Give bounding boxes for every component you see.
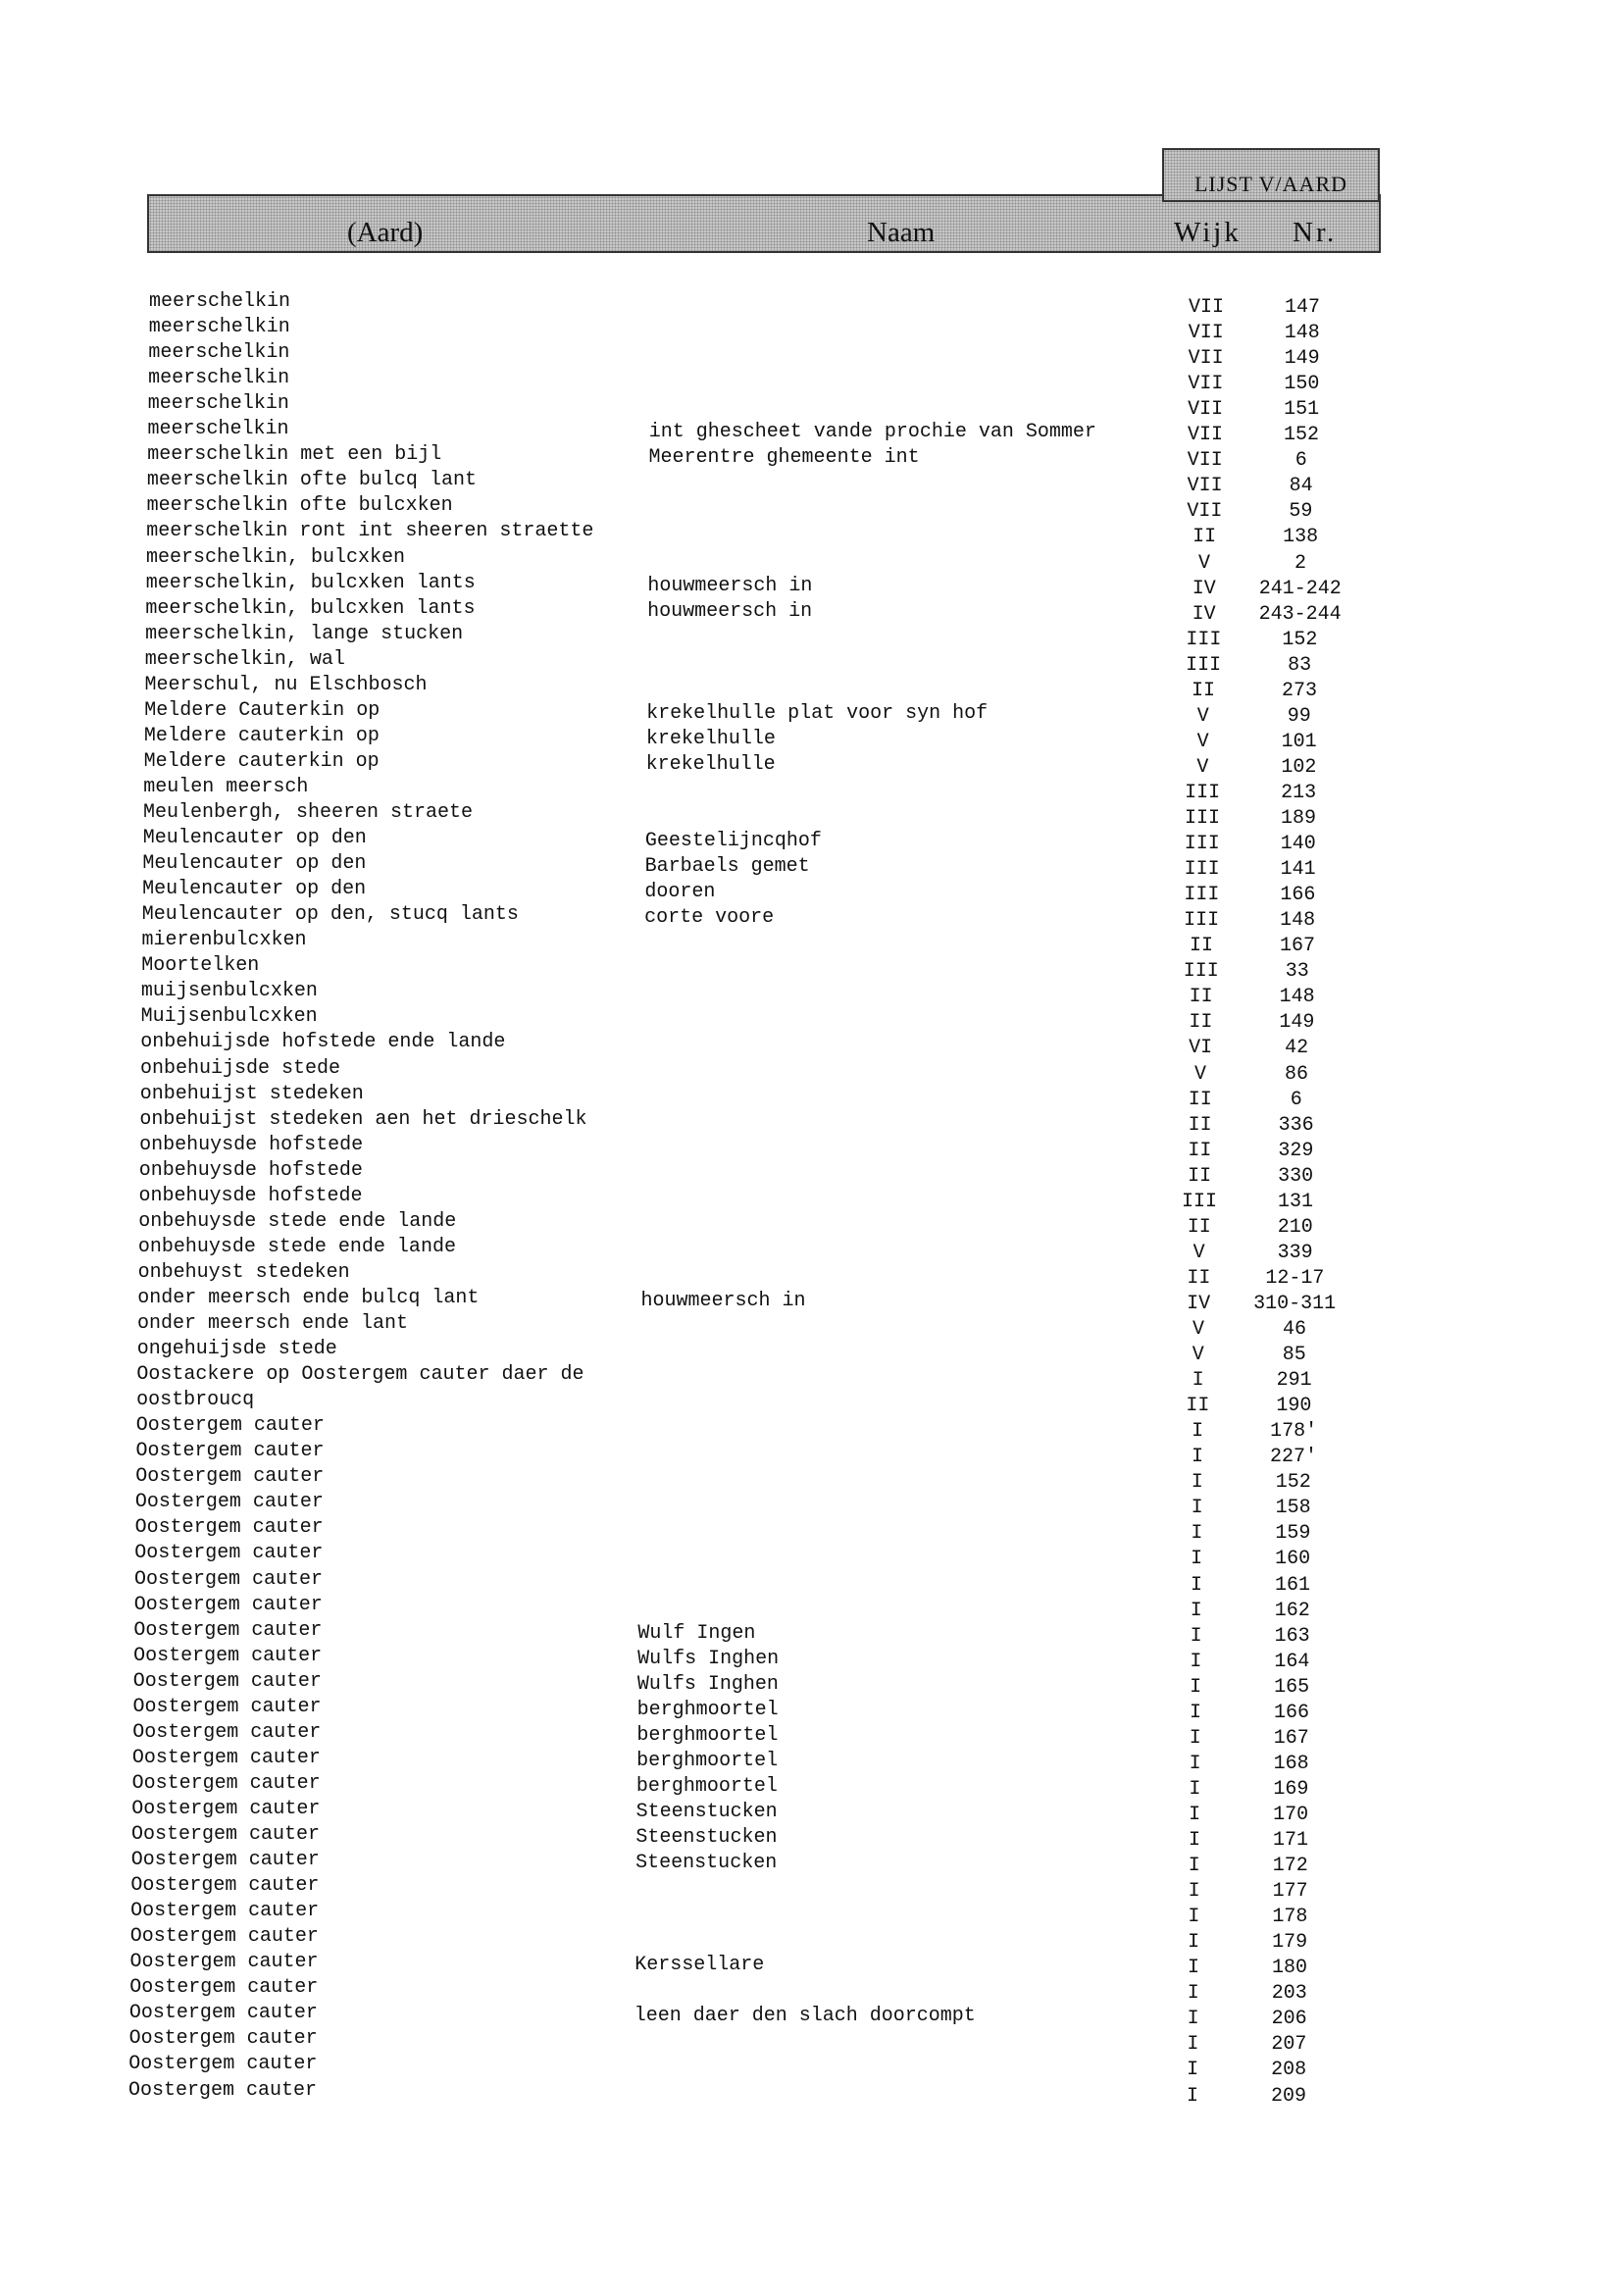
cell-aard: Oostergem cauter [134, 1542, 324, 1565]
cell-wijk: II [1193, 526, 1217, 549]
cell-naam: houwmeersch in [640, 1289, 806, 1312]
cell-aard: Oostergem cauter [129, 1925, 319, 1949]
cell-wijk: II [1188, 1113, 1212, 1137]
cell-wijk: I [1189, 1777, 1201, 1801]
cell-wijk: III [1186, 653, 1222, 677]
cell-wijk: I [1190, 1599, 1202, 1622]
cell-nr: 42 [1285, 1037, 1309, 1060]
cell-wijk: V [1192, 1318, 1204, 1341]
cell-wijk: V [1192, 1344, 1204, 1367]
cell-aard: Oostergem cauter [135, 1440, 325, 1463]
cell-nr: 330 [1278, 1164, 1314, 1188]
cell-nr: 85 [1282, 1344, 1306, 1367]
cell-naam: houwmeersch in [647, 574, 813, 597]
cell-naam: corte voore [644, 906, 775, 930]
cell-aard: Oostergem cauter [128, 2053, 318, 2076]
cell-wijk: I [1189, 1701, 1201, 1724]
cell-nr: 84 [1289, 475, 1313, 498]
cell-wijk: VII [1187, 500, 1223, 524]
cell-wijk: I [1187, 2008, 1199, 2031]
cell-wijk: I [1186, 2084, 1198, 2108]
cell-aard: onbehuijsde hofstede ende lande [140, 1031, 506, 1054]
cell-nr: 170 [1273, 1803, 1309, 1826]
cell-nr: 141 [1280, 858, 1316, 882]
cell-wijk: I [1188, 1906, 1200, 1929]
cell-aard: Oostergem cauter [131, 1771, 321, 1795]
cell-naam: Wulf Ingen [637, 1621, 756, 1645]
cell-nr: 339 [1277, 1241, 1313, 1264]
cell-nr: 243-244 [1258, 602, 1342, 626]
cell-nr: 178 [1272, 1906, 1308, 1929]
cell-nr: 99 [1287, 704, 1311, 728]
cell-nr: 131 [1277, 1190, 1313, 1213]
cell-aard: onbehuijst stedeken aen het drieschelk [139, 1107, 587, 1131]
cell-nr: 165 [1274, 1675, 1310, 1699]
cell-nr: 86 [1284, 1062, 1308, 1086]
cell-wijk: III [1184, 884, 1220, 907]
cell-wijk: III [1184, 909, 1220, 933]
cell-aard: oostbroucq [136, 1389, 255, 1412]
cell-wijk: I [1191, 1471, 1203, 1495]
cell-wijk: II [1187, 1266, 1211, 1290]
cell-aard: onder meersch ende bulcq lant [137, 1286, 480, 1309]
cell-aard: meerschelkin [147, 418, 289, 441]
cell-nr: 166 [1273, 1701, 1309, 1724]
cell-nr: 167 [1273, 1726, 1309, 1750]
cell-nr: 227' [1269, 1446, 1317, 1469]
cell-naam: krekelhulle [645, 727, 776, 750]
cell-wijk: I [1189, 1803, 1201, 1826]
cell-wijk: I [1187, 1982, 1199, 2006]
cell-nr: 162 [1274, 1599, 1310, 1622]
list-type-label: LIJST V/AARD [1193, 172, 1348, 196]
cell-nr: 164 [1274, 1650, 1310, 1673]
cell-nr: 336 [1278, 1113, 1314, 1137]
cell-aard: Meldere Cauterkin op [144, 698, 381, 722]
cell-wijk: III [1186, 628, 1222, 651]
cell-wijk: VII [1187, 424, 1223, 447]
cell-nr: 166 [1280, 884, 1316, 907]
cell-nr: 33 [1285, 960, 1309, 984]
cell-wijk: I [1187, 2033, 1199, 2057]
cell-wijk: VII [1188, 373, 1224, 396]
cell-naam: Geestelijncqhof [644, 830, 822, 853]
cell-nr: 101 [1281, 730, 1317, 753]
cell-nr: 149 [1279, 1011, 1315, 1035]
cell-wijk: III [1184, 858, 1220, 882]
cell-aard: onbehuyst stedeken [137, 1260, 350, 1284]
cell-nr: 6 [1290, 1088, 1302, 1111]
cell-aard: Oostergem cauter [128, 2078, 318, 2102]
cell-aard: Oostergem cauter [128, 2027, 318, 2051]
cell-aard: onbehuijst stedeken [139, 1082, 364, 1105]
cell-nr: 273 [1281, 679, 1317, 702]
cell-wijk: I [1191, 1548, 1203, 1571]
cell-wijk: VI [1189, 1037, 1213, 1060]
cell-aard: onbehuysde hofstede [138, 1184, 363, 1207]
cell-wijk: II [1189, 1011, 1213, 1035]
cell-nr: 177 [1272, 1880, 1308, 1904]
cell-nr: 138 [1283, 526, 1319, 549]
cell-wijk: II [1189, 986, 1213, 1009]
cell-nr: 329 [1278, 1139, 1314, 1162]
cell-aard: Meldere cauterkin op [143, 724, 380, 747]
cell-aard: Oostergem cauter [134, 1491, 324, 1514]
cell-wijk: VII [1188, 322, 1224, 345]
cell-aard: Oostackere op Oostergem cauter daer de [136, 1363, 584, 1387]
cell-wijk: II [1188, 1139, 1212, 1162]
cell-aard: Oostergem cauter [131, 1746, 321, 1769]
cell-wijk: V [1197, 551, 1210, 575]
cell-aard: meerschelkin, wal [144, 647, 345, 671]
cell-aard: Oostergem cauter [130, 1900, 320, 1923]
cell-nr: 59 [1289, 500, 1313, 524]
cell-aard: meerschelkin ofte bulcq lant [146, 469, 477, 492]
cell-wijk: III [1184, 833, 1220, 856]
cell-wijk: IV [1192, 577, 1216, 600]
cell-aard: Oostergem cauter [133, 1644, 323, 1667]
cell-wijk: II [1188, 1164, 1212, 1188]
cell-aard: muijsenbulcxken [140, 980, 318, 1003]
cell-nr: 149 [1284, 347, 1320, 371]
cell-nr: 6 [1294, 449, 1307, 473]
cell-wijk: II [1186, 1395, 1210, 1418]
cell-wijk: I [1191, 1522, 1203, 1546]
cell-aard: Oostergem cauter [132, 1669, 322, 1693]
cell-naam: Steenstucken [635, 1852, 778, 1875]
cell-wijk: V [1196, 704, 1209, 728]
cell-naam: Wulfs Inghen [637, 1647, 780, 1670]
cell-wijk: I [1188, 1880, 1200, 1904]
cell-wijk: I [1192, 1420, 1204, 1444]
cell-wijk: I [1188, 1829, 1200, 1852]
cell-aard: Meulencauter op den [142, 878, 367, 901]
cell-wijk: I [1190, 1650, 1202, 1673]
cell-wijk: I [1189, 1752, 1201, 1775]
cell-aard: mierenbulcxken [141, 929, 307, 952]
cell-naam: Barbaels gemet [644, 855, 810, 879]
cell-wijk: II [1187, 1215, 1211, 1239]
cell-nr: 150 [1284, 373, 1320, 396]
column-header-wijk: Wijk [1174, 217, 1242, 248]
cell-nr: 209 [1270, 2084, 1306, 2108]
cell-wijk: I [1188, 1931, 1200, 1955]
cell-aard: onbehuijsde stede [140, 1056, 341, 1080]
cell-wijk: I [1187, 1957, 1199, 1980]
cell-nr: 180 [1271, 1957, 1307, 1980]
cell-nr: 160 [1275, 1548, 1311, 1571]
cell-nr: 151 [1284, 398, 1320, 422]
cell-naam: berghmoortel [636, 1749, 779, 1772]
cell-wijk: V [1193, 1241, 1205, 1264]
cell-wijk: V [1193, 1062, 1206, 1086]
cell-naam: krekelhulle plat voor syn hof [646, 701, 989, 725]
list-type-tab [1162, 148, 1380, 202]
column-header-nr: Nr. [1293, 217, 1338, 248]
cell-wijk: V [1196, 755, 1209, 779]
cell-aard: Oostergem cauter [135, 1465, 325, 1489]
cell-aard: Oostergem cauter [133, 1618, 323, 1642]
cell-nr: 12-17 [1265, 1266, 1325, 1290]
cell-aard: Oostergem cauter [130, 1874, 320, 1898]
cell-aard: onbehuysde stede ende lande [137, 1235, 456, 1258]
cell-wijk: I [1191, 1446, 1203, 1469]
cell-naam: leen daer den slach doorcompt [634, 2005, 976, 2028]
cell-naam: krekelhulle [645, 752, 776, 776]
cell-nr: 161 [1274, 1573, 1310, 1597]
cell-aard: ongehuijsde stede [136, 1338, 337, 1361]
cell-wijk: II [1189, 935, 1213, 958]
cell-nr: 163 [1274, 1624, 1310, 1648]
cell-aard: Oostergem cauter [132, 1695, 322, 1718]
cell-wijk: VII [1188, 296, 1224, 319]
cell-aard: Oostergem cauter [135, 1414, 325, 1438]
cell-wijk: II [1191, 679, 1215, 702]
cell-aard: onbehuysde hofstede [139, 1133, 364, 1156]
cell-nr: 190 [1276, 1395, 1312, 1418]
cell-nr: 152 [1275, 1471, 1311, 1495]
cell-nr: 206 [1271, 2008, 1307, 2031]
cell-nr: 167 [1279, 935, 1315, 958]
cell-nr: 213 [1281, 781, 1317, 804]
cell-nr: 168 [1273, 1752, 1309, 1775]
cell-aard: meerschelkin, bulcxken [146, 545, 406, 569]
cell-aard: Meulenbergh, sheeren straete [143, 801, 474, 824]
cell-aard: meulen meersch [143, 775, 309, 798]
cell-wijk: V [1196, 730, 1209, 753]
cell-aard: meerschelkin ofte bulcxken [146, 494, 453, 518]
cell-nr: 152 [1283, 424, 1319, 447]
cell-aard: Meulencauter op den [142, 852, 367, 876]
cell-wijk: I [1190, 1624, 1202, 1648]
cell-nr: 210 [1277, 1215, 1313, 1239]
cell-aard: Oostergem cauter [129, 1976, 319, 2000]
cell-wijk: IV [1192, 602, 1216, 626]
cell-aard: meerschelkin [148, 316, 290, 339]
cell-nr: 148 [1284, 322, 1320, 345]
cell-aard: meerschelkin [148, 367, 290, 390]
cell-nr: 148 [1280, 909, 1316, 933]
cell-naam: berghmoortel [636, 1723, 779, 1747]
cell-nr: 159 [1275, 1522, 1311, 1546]
cell-wijk: I [1190, 1573, 1202, 1597]
cell-aard: meerschelkin [149, 290, 291, 313]
cell-nr: 171 [1272, 1829, 1308, 1852]
cell-aard: onder meersch ende lant [137, 1312, 409, 1335]
cell-wijk: I [1188, 1855, 1200, 1878]
cell-nr: 207 [1271, 2033, 1307, 2057]
cell-aard: Muijsenbulcxken [140, 1005, 318, 1029]
cell-wijk: IV [1187, 1292, 1211, 1315]
cell-aard: Oostergem cauter [128, 2002, 318, 2025]
cell-naam: houwmeersch in [647, 599, 813, 623]
cell-wijk: I [1191, 1497, 1203, 1520]
cell-wijk: III [1184, 807, 1220, 830]
cell-wijk: VII [1188, 398, 1224, 422]
cell-nr: 152 [1282, 628, 1318, 651]
cell-aard: Oostergem cauter [130, 1849, 320, 1872]
cell-nr: 178' [1270, 1420, 1318, 1444]
cell-aard: Oostergem cauter [134, 1516, 324, 1540]
cell-aard: meerschelkin ront int sheeren straette [146, 520, 594, 543]
cell-nr: 148 [1279, 986, 1315, 1009]
cell-nr: 83 [1288, 653, 1312, 677]
cell-naam: dooren [644, 881, 716, 904]
cell-aard: meerschelkin [148, 341, 290, 365]
cell-aard: Moortelken [141, 954, 260, 978]
cell-nr: 208 [1271, 2059, 1307, 2082]
cell-naam: Steenstucken [635, 1800, 778, 1823]
cell-nr: 102 [1281, 755, 1317, 779]
cell-nr: 158 [1275, 1497, 1311, 1520]
cell-aard: Oostergem cauter [132, 1720, 322, 1744]
cell-wijk: III [1183, 960, 1219, 984]
cell-aard: Meulencauter op den [142, 827, 367, 850]
cell-naam: int ghescheet vande prochie van Sommer [648, 421, 1096, 444]
cell-nr: 189 [1280, 807, 1316, 830]
cell-nr: 2 [1294, 551, 1306, 575]
cell-nr: 241-242 [1258, 577, 1342, 600]
cell-aard: Oostergem cauter [133, 1593, 323, 1616]
cell-naam: Kerssellare [634, 1954, 765, 1977]
cell-wijk: VII [1187, 475, 1223, 498]
cell-wijk: I [1190, 1675, 1202, 1699]
cell-wijk: I [1192, 1369, 1204, 1393]
cell-aard: onbehuysde stede ende lande [138, 1209, 457, 1233]
cell-naam: Wulfs Inghen [636, 1672, 779, 1696]
cell-wijk: I [1189, 1726, 1201, 1750]
cell-aard: Oostergem cauter [129, 1951, 319, 1974]
cell-wijk: III [1185, 781, 1221, 804]
cell-aard: Oostergem cauter [131, 1797, 321, 1820]
column-header-bar [147, 194, 1381, 253]
cell-nr: 291 [1276, 1369, 1312, 1393]
cell-aard: Meulencauter op den, stucq lants [141, 903, 519, 927]
cell-naam: berghmoortel [635, 1774, 778, 1798]
cell-nr: 179 [1272, 1931, 1308, 1955]
cell-nr: 310-311 [1253, 1292, 1337, 1315]
cell-wijk: VII [1188, 347, 1224, 371]
cell-aard: Meldere cauterkin op [143, 749, 380, 773]
cell-nr: 172 [1272, 1855, 1308, 1878]
column-header-naam: Naam [867, 217, 936, 248]
cell-naam: Steenstucken [635, 1826, 778, 1849]
cell-nr: 147 [1284, 296, 1320, 319]
cell-aard: meerschelkin, lange stucken [145, 622, 464, 645]
cell-aard: meerschelkin, bulcxken lants [145, 571, 476, 594]
cell-aard: Oostergem cauter [131, 1823, 321, 1846]
cell-aard: Meerschul, nu Elschbosch [144, 673, 428, 696]
cell-aard: onbehuysde hofstede [138, 1158, 363, 1182]
cell-nr: 169 [1273, 1777, 1309, 1801]
cell-nr: 140 [1280, 833, 1316, 856]
cell-wijk: III [1181, 1190, 1217, 1213]
cell-aard: meerschelkin, bulcxken lants [145, 596, 476, 620]
cell-nr: 46 [1282, 1318, 1306, 1341]
cell-wijk: VII [1187, 449, 1223, 473]
cell-naam: Meerentre ghemeente int [648, 446, 920, 470]
cell-wijk: I [1187, 2059, 1199, 2082]
column-header-aard: (Aard) [347, 217, 424, 248]
cell-wijk: II [1188, 1088, 1212, 1111]
cell-aard: meerschelkin met een bijl [147, 443, 442, 467]
cell-naam: berghmoortel [636, 1698, 779, 1721]
cell-aard: Oostergem cauter [134, 1567, 324, 1591]
cell-nr: 203 [1271, 1982, 1307, 2006]
cell-aard: meerschelkin [147, 392, 289, 416]
